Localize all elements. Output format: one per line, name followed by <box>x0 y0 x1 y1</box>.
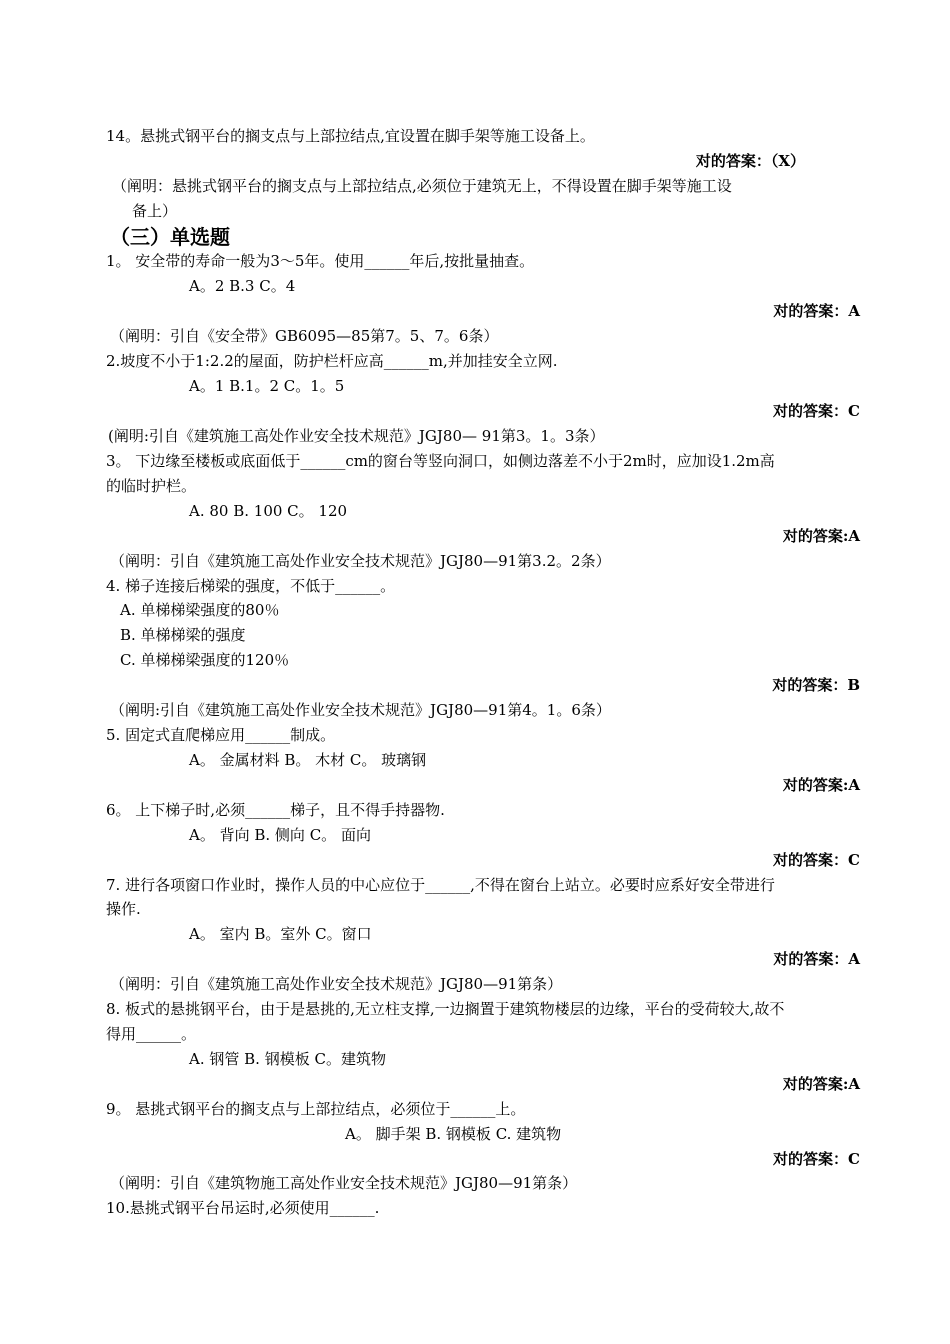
q1-text: 1。 安全带的寿命一般为3～5年。使用______年后,按批量抽查。 <box>106 252 535 270</box>
q9-options: A。 脚手架 B. 钢模板 C. 建筑物 <box>345 1125 562 1143</box>
q2-options: A。1 B.1。2 C。1。5 <box>189 377 345 395</box>
q7-options: A。 室内 B。室外 C。窗口 <box>189 925 372 943</box>
section-title: （三）单选题 <box>110 225 230 249</box>
q6-options: A。 背向 B. 侧向 C。 面向 <box>189 826 371 844</box>
q2-note: (阐明:引自《建筑施工高处作业安全技术规范》JGJ80— 91第3。1。3条） <box>108 427 605 445</box>
q2-text: 2.坡度不小于1:2.2的屋面，防护栏杆应高______m,并加挂安全立网. <box>106 352 558 370</box>
q1-answer: 对的答案：A <box>773 302 860 320</box>
q6-answer: 对的答案：C <box>773 851 860 869</box>
q10-text: 10.悬挑式钢平台吊运时,必须使用______. <box>106 1199 380 1217</box>
q3-note: （阐明：引自《建筑施工高处作业安全技术规范》JGJ80—91第3.2。2条） <box>110 552 611 570</box>
q5-text: 5. 固定式直爬梯应用______制成。 <box>106 726 336 744</box>
q1-note: （阐明：引自《安全带》GB6095—85第7。5、7。6条） <box>110 327 499 345</box>
q7-text-line2: 操作. <box>106 900 141 918</box>
q3-options: A. 80 B. 100 C。 120 <box>189 502 348 520</box>
q5-answer: 对的答案:A <box>782 776 860 794</box>
q8-text-line1: 8. 板式的悬挑钢平台，由于是悬挑的,无立柱支撑,一边搁置于建筑物楼层的边缘，平台的受荷较大,故不 <box>106 1000 785 1018</box>
q1-options: A。2 B.3 C。4 <box>189 277 296 295</box>
q9-note: （阐明：引自《建筑物施工高处作业安全技术规范》JGJ80—91第条） <box>110 1174 578 1192</box>
q14-note-line2: 备上） <box>132 202 178 220</box>
q4-option-c: C. 单梯梯梁强度的120％ <box>120 651 290 669</box>
q4-option-a: A. 单梯梯梁强度的80％ <box>120 601 280 619</box>
q14-answer: 对的答案：（X） <box>695 152 805 170</box>
q4-option-b: B. 单梯梯梁的强度 <box>120 626 246 644</box>
q4-text: 4. 梯子连接后梯梁的强度，不低于______。 <box>106 577 396 595</box>
q3-text-line1: 3。 下边缘至楼板或底面低于______cm的窗台等竖向洞口，如侧边落差不小于2m时，应加设1.2m高 <box>106 452 775 470</box>
q8-options: A. 钢管 B. 钢模板 C。建筑物 <box>189 1050 386 1068</box>
q6-text: 6。 上下梯子时,必须______梯子，且不得手持器物. <box>106 801 445 819</box>
q8-answer: 对的答案:A <box>782 1075 860 1093</box>
q7-text-line1: 7. 进行各项窗口作业时，操作人员的中心应位于______,不得在窗台上站立。必要时应系好安全带进行 <box>106 876 775 894</box>
q2-answer: 对的答案：C <box>773 402 860 420</box>
q9-text: 9。 悬挑式钢平台的搁支点与上部拉结点，必须位于______上。 <box>106 1100 526 1118</box>
q8-text-line2: 得用______。 <box>106 1025 197 1043</box>
q14-note-line1: （阐明：悬挑式钢平台的搁支点与上部拉结点,必须位于建筑无上，不得设置在脚手架等施工设 <box>112 177 732 195</box>
q9-answer: 对的答案：C <box>773 1150 860 1168</box>
q4-answer: 对的答案：B <box>772 676 860 694</box>
q5-options: A。 金属材料 B。 木材 C。 玻璃钢 <box>189 751 427 769</box>
q3-text-line2: 的临时护栏。 <box>106 477 197 495</box>
q4-note: （阐明:引自《建筑施工高处作业安全技术规范》JGJ80—91第4。1。6条） <box>110 701 611 719</box>
q14-text: 14。悬挑式钢平台的搁支点与上部拉结点,宜设置在脚手架等施工设备上。 <box>106 127 595 145</box>
q7-note: （阐明：引自《建筑施工高处作业安全技术规范》JGJ80—91第条） <box>110 975 563 993</box>
q7-answer: 对的答案：A <box>773 950 860 968</box>
q3-answer: 对的答案:A <box>782 527 860 545</box>
